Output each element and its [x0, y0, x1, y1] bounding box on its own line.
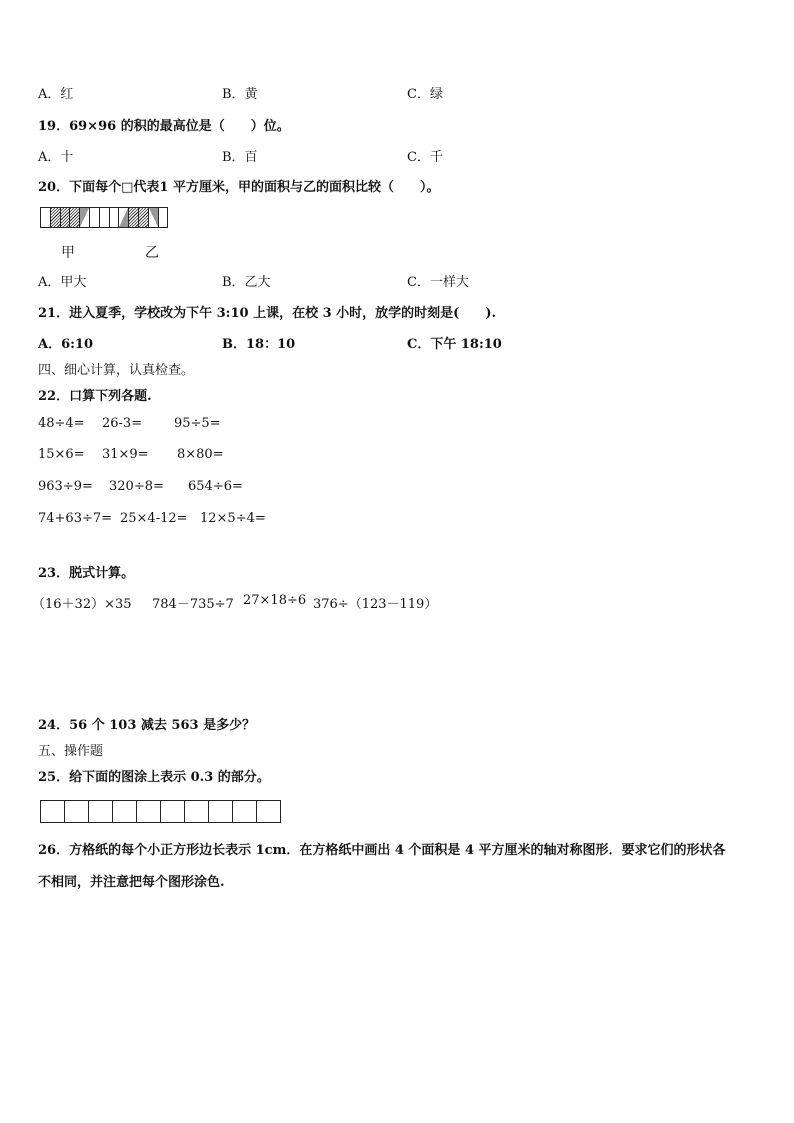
q23-item: 376÷（123－119）	[313, 597, 438, 612]
q19-question: 19．69×96 的积的最高位是（ ）位。	[38, 119, 290, 134]
q20-option-a: A．甲大	[38, 275, 87, 290]
q22-item: 963÷9=	[38, 479, 93, 494]
q19-option-b: B．百	[222, 150, 258, 165]
q20-area-grid	[40, 207, 167, 228]
q20-label-jia: 甲	[61, 245, 75, 261]
q25-cell[interactable]	[64, 800, 89, 823]
q21-option-a: A．6:10	[38, 337, 94, 352]
q20-label-yi: 乙	[145, 245, 159, 261]
q20-option-b: B．乙大	[222, 275, 271, 290]
q21-option-b: B．18：10	[222, 337, 296, 352]
q20-option-c: C．一样大	[407, 275, 469, 290]
q25-cell[interactable]	[40, 800, 65, 823]
q18-option-c: C．绿	[407, 87, 443, 102]
q25-shading-strip[interactable]	[40, 800, 280, 823]
q25-cell[interactable]	[160, 800, 185, 823]
section-4-heading: 四、细心计算，认真检查。	[38, 363, 195, 378]
q19-option-a: A．十	[38, 150, 74, 165]
q25-cell[interactable]	[232, 800, 257, 823]
q25-cell[interactable]	[256, 800, 281, 823]
q23-question: 23．脱式计算。	[38, 566, 135, 581]
q22-item: 48÷4=	[38, 416, 85, 431]
q22-item: 95÷5=	[174, 416, 221, 431]
q22-question: 22．口算下列各题.	[38, 389, 152, 404]
q25-cell[interactable]	[184, 800, 209, 823]
q26-question-line1: 26．方格纸的每个小正方形边长表示 1cm．在方格纸中画出 4 个面积是 4 平方厘米的轴对称图形．要求它们的形状各	[38, 843, 726, 858]
q23-item: 784－735÷7	[152, 597, 234, 612]
q25-cell[interactable]	[112, 800, 137, 823]
q24-question: 24．56 个 103 减去 563 是多少？	[38, 718, 256, 733]
q25-question: 25．给下面的图涂上表示 0.3 的部分。	[38, 770, 270, 785]
q18-option-b: B．黄	[222, 87, 258, 102]
q22-item: 12×5÷4=	[200, 511, 266, 526]
q22-item: 25×4-12=	[120, 511, 188, 526]
q20-question: 20．下面每个□代表1 平方厘米，甲的面积与乙的面积比较（ ）。	[38, 180, 440, 195]
q18-option-a: A．红	[38, 87, 74, 102]
q25-cell[interactable]	[136, 800, 161, 823]
q25-cell[interactable]	[88, 800, 113, 823]
q21-option-c: C．下午 18:10	[407, 337, 502, 352]
q26-question-line2: 不相同，并注意把每个图形涂色.	[38, 875, 225, 890]
grid-cell	[158, 207, 169, 228]
q22-item: 74+63÷7=	[38, 511, 113, 526]
q22-item: 31×9=	[102, 447, 149, 462]
q22-item: 15×6=	[38, 447, 85, 462]
q23-item: 27×18÷6	[243, 593, 307, 608]
q25-cell[interactable]	[208, 800, 233, 823]
q21-question: 21．进入夏季，学校改为下午 3:10 上课，在校 3 小时，放学的时刻是( ).	[38, 306, 497, 321]
q22-item: 8×80=	[177, 447, 224, 462]
q22-item: 26-3=	[102, 416, 143, 431]
q22-item: 320÷8=	[109, 479, 164, 494]
q22-item: 654÷6=	[188, 479, 243, 494]
section-5-heading: 五、操作题	[38, 744, 104, 759]
q19-option-c: C．千	[407, 150, 443, 165]
q23-item: （16＋32）×35	[32, 597, 132, 612]
